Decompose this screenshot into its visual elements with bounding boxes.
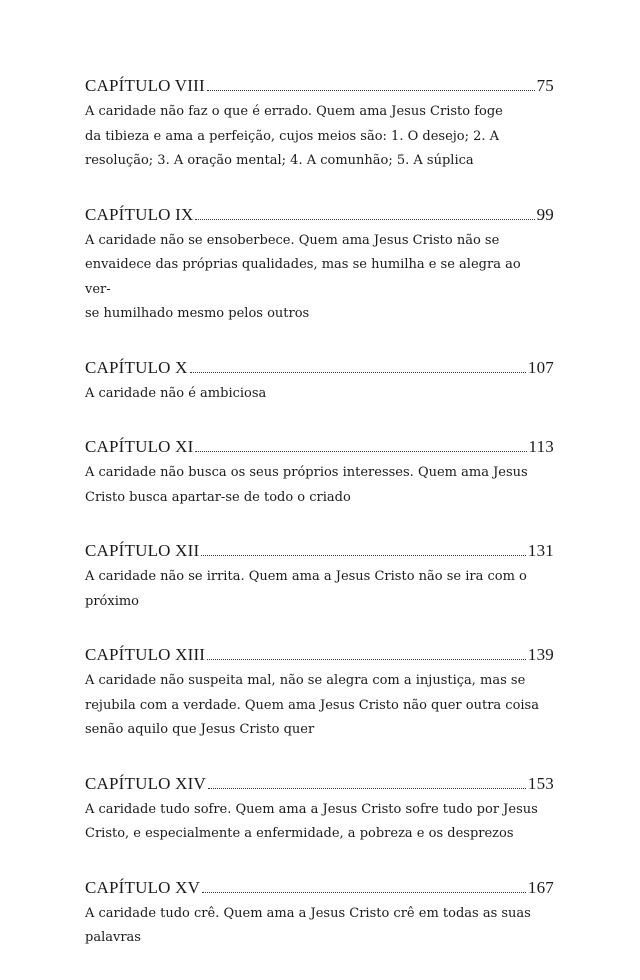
description-line: resolução; 3. A oração mental; 4. A comunhão; 5. A súplica — [85, 153, 474, 168]
dot-leader — [208, 788, 526, 789]
description-line: A caridade não se irrita. Quem ama a Jesus Cristo não se ira com o — [85, 569, 527, 584]
description-line: A caridade não suspeita mal, não se alegra com a injustiça, mas se — [85, 673, 526, 688]
page-number: 139 — [527, 645, 554, 664]
description-line: Cristo, e especialmente a enfermidade, a pobreza e os desprezos — [85, 826, 514, 841]
description-line: A caridade não se ensoberbece. Quem ama Jesus Cristo não se — [85, 232, 500, 248]
chapter-description — [85, 902, 545, 951]
chapter-description — [85, 100, 545, 174]
chapter-title: CAPÍTULO XII — [85, 541, 200, 560]
chapter-description — [85, 565, 545, 614]
page-number: 131 — [527, 541, 554, 560]
chapter-description — [85, 669, 545, 743]
dot-leader — [207, 659, 526, 660]
chapter-title: CAPÍTULO X — [85, 357, 188, 377]
toc-entry-chapter-13 — [85, 643, 554, 743]
description-line: se humilhado mesmo pelos outros — [85, 306, 310, 321]
toc-entry-heading[interactable] — [85, 876, 554, 900]
table-of-contents — [85, 74, 554, 980]
toc-entry-heading[interactable] — [85, 74, 554, 98]
description-line: senão aquilo que Jesus Cristo quer — [85, 722, 315, 737]
toc-entry-heading[interactable] — [85, 772, 554, 796]
page-number: 167 — [527, 877, 554, 897]
chapter-title: CAPÍTULO XV — [85, 877, 201, 897]
chapter-title: CAPÍTULO IX — [85, 204, 194, 224]
description-line: A caridade tudo crê. Quem ama a Jesus Cristo crê em todas as suas — [85, 905, 531, 921]
page-number: 75 — [536, 76, 554, 95]
toc-entry-chapter-14 — [85, 772, 554, 847]
toc-entry-chapter-10 — [85, 356, 554, 407]
chapter-description — [85, 798, 545, 847]
dot-leader — [207, 90, 535, 91]
description-line: A caridade não busca os seus próprios interesses. Quem ama Jesus — [85, 465, 528, 480]
description-line: palavras — [85, 930, 141, 945]
description-line: A caridade não faz o que é errado. Quem ama Jesus Cristo foge — [85, 104, 503, 119]
toc-entry-chapter-9 — [85, 203, 554, 327]
page-number: 113 — [528, 437, 554, 456]
chapter-title: CAPÍTULO XIV — [85, 773, 206, 793]
toc-entry-chapter-11 — [85, 435, 554, 510]
toc-entry-chapter-12 — [85, 539, 554, 614]
toc-entry-heading[interactable] — [85, 539, 554, 563]
chapter-description — [85, 461, 545, 510]
page-number: 153 — [527, 773, 554, 793]
page-number: 99 — [536, 204, 554, 224]
chapter-description — [85, 229, 545, 327]
chapter-description — [85, 382, 545, 407]
description-line: A caridade tudo sofre. Quem ama a Jesus Cristo sofre tudo por Jesus — [85, 801, 538, 817]
toc-entry-chapter-15 — [85, 876, 554, 951]
toc-entry-chapter-8 — [85, 74, 554, 174]
toc-entry-heading[interactable] — [85, 203, 554, 227]
dot-leader — [195, 219, 534, 220]
page-number: 107 — [527, 357, 554, 377]
chapter-title: CAPÍTULO VIII — [85, 76, 205, 95]
dot-leader — [202, 892, 526, 893]
chapter-title: CAPÍTULO XIII — [85, 645, 206, 664]
description-line: A caridade não é ambiciosa — [85, 385, 267, 401]
toc-entry-heading[interactable] — [85, 643, 554, 667]
chapter-title: CAPÍTULO XI — [85, 437, 194, 456]
dot-leader — [201, 555, 526, 556]
toc-entry-heading[interactable] — [85, 356, 554, 380]
description-line: rejubila com a verdade. Quem ama Jesus Cristo não quer outra coisa — [85, 697, 539, 713]
toc-entry-heading[interactable] — [85, 435, 554, 459]
description-line: envaidece das próprias qualidades, mas se humilha e se alegra ao ver- — [85, 257, 521, 297]
description-line: próximo — [85, 593, 140, 609]
description-line: Cristo busca apartar-se de todo o criado — [85, 489, 351, 505]
description-line: da tibieza e ama a perfeição, cujos meios são: 1. O desejo; 2. A — [85, 128, 500, 144]
dot-leader — [195, 451, 526, 452]
dot-leader — [190, 372, 526, 373]
